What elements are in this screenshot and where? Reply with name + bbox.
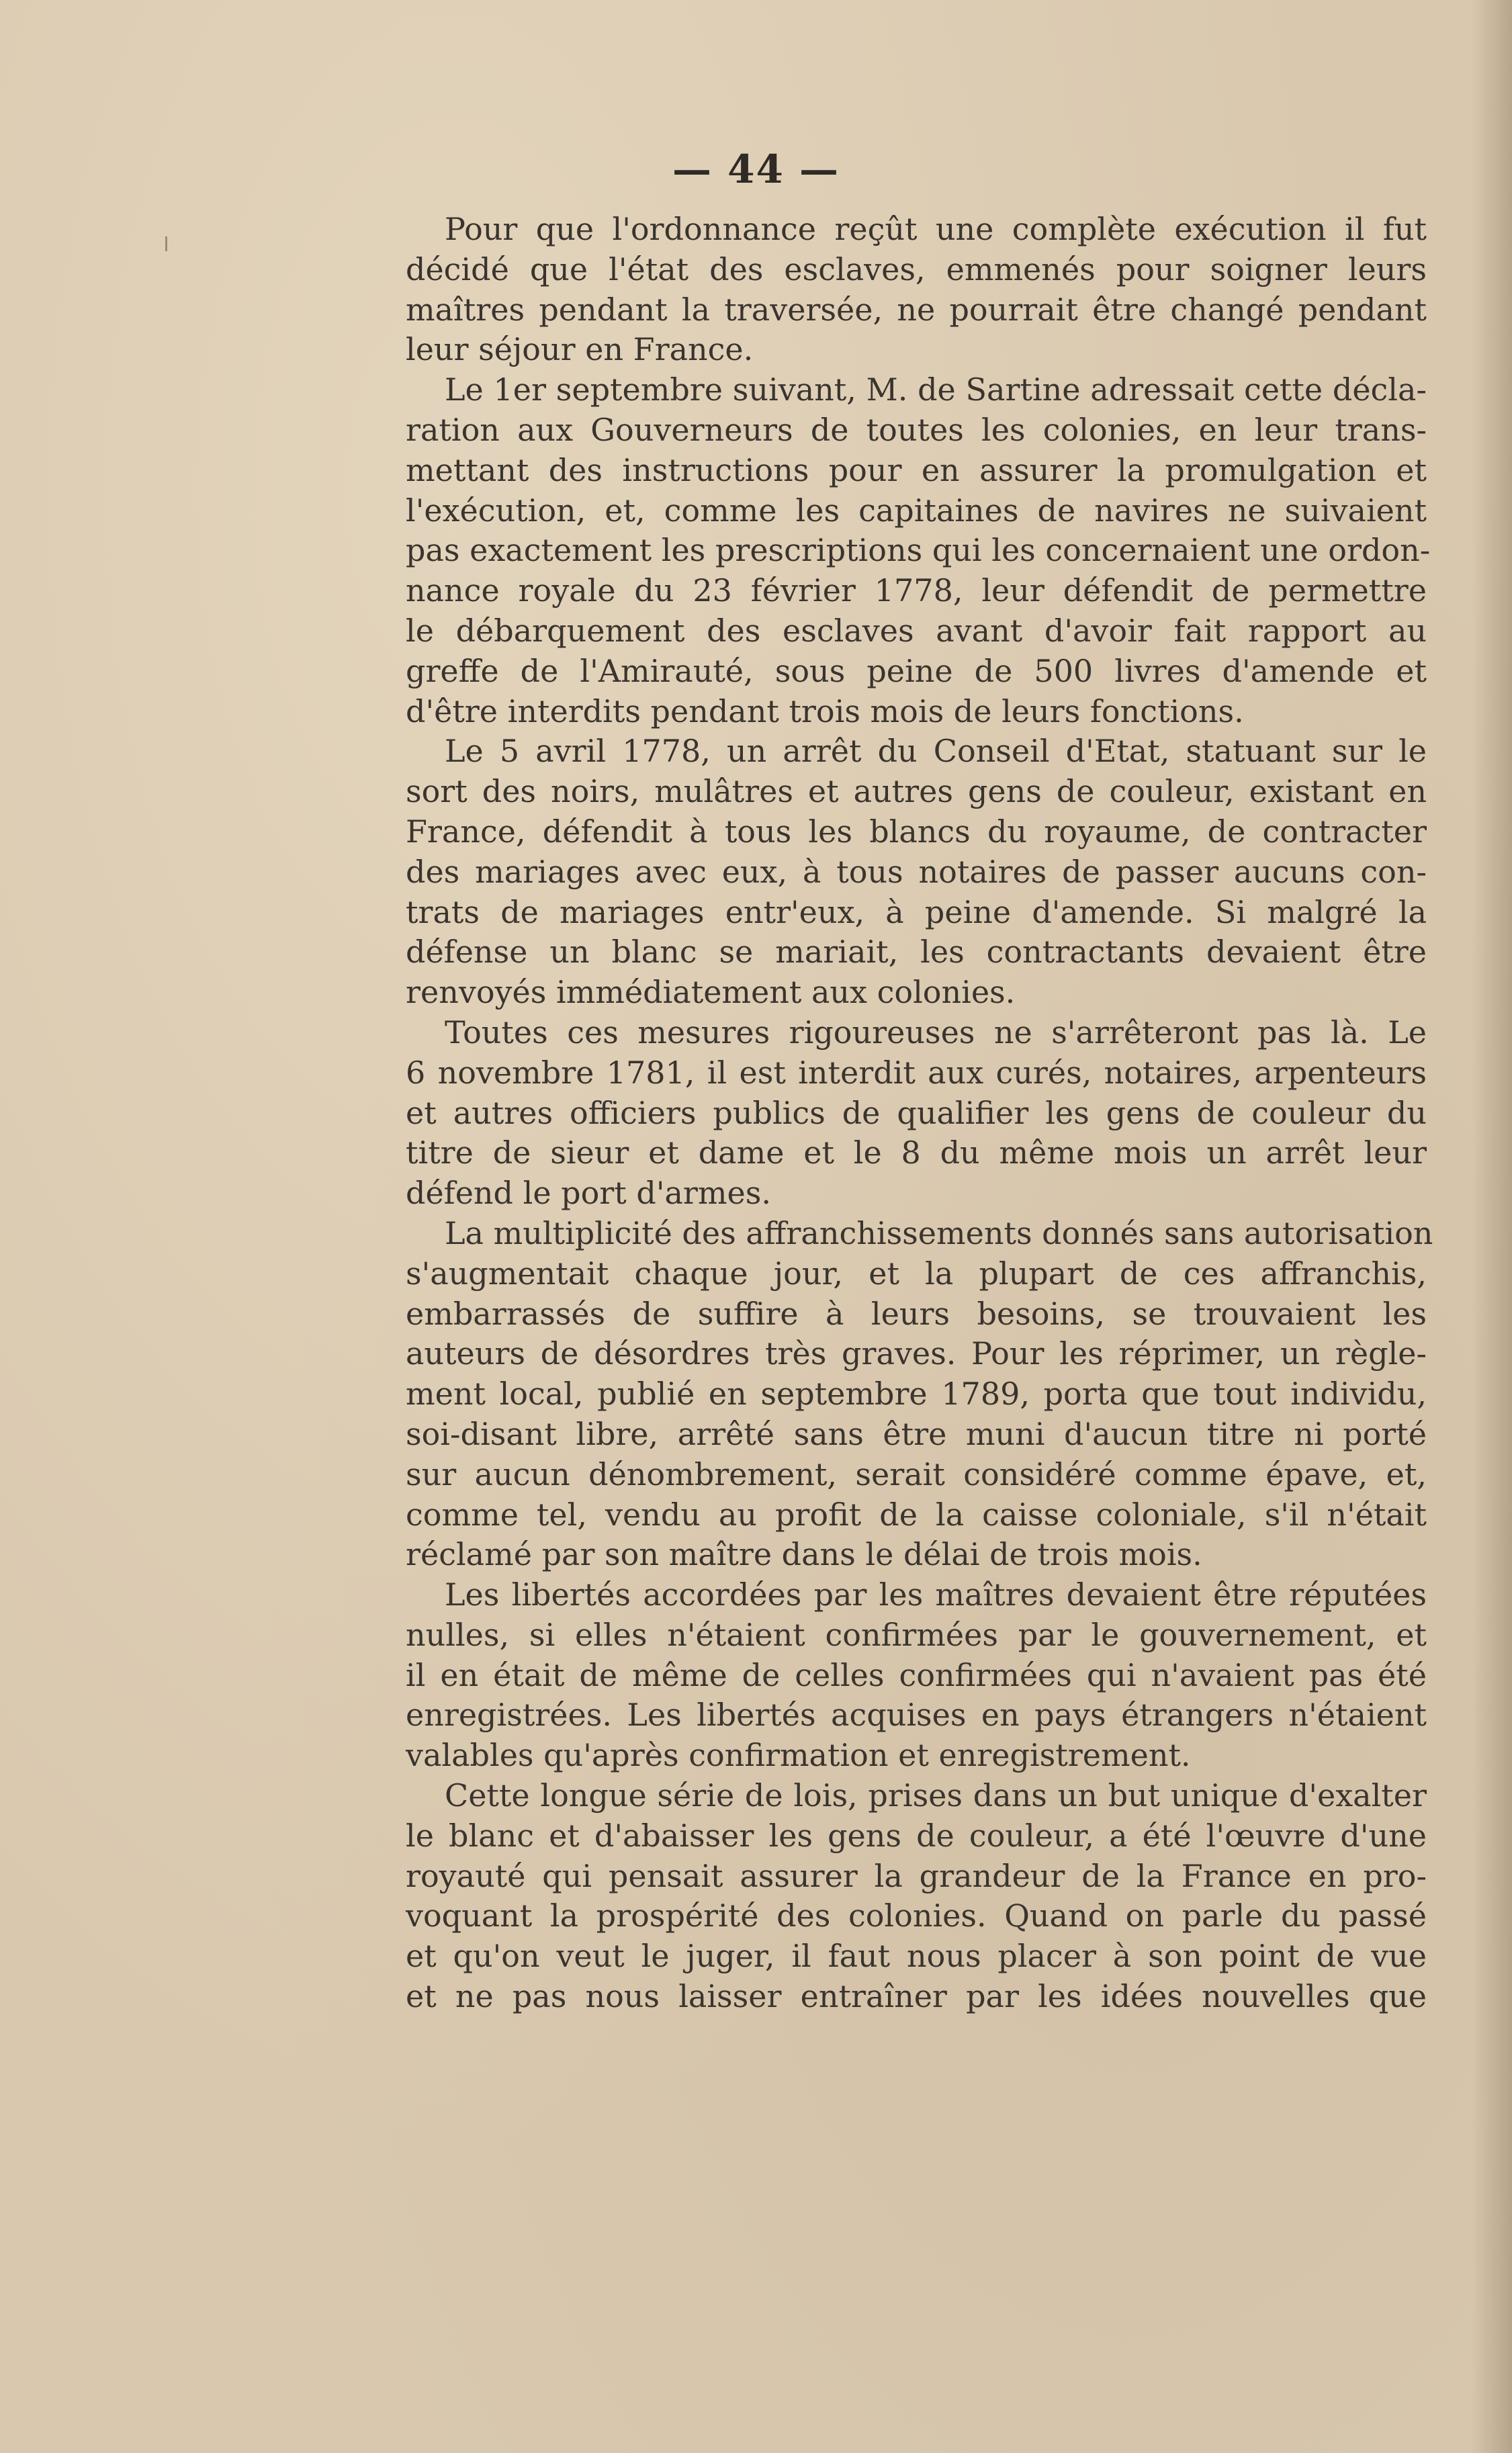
text-line: 6 novembre 1781, il est interdit aux curés, notaires, arpenteurs bbox=[406, 1054, 1427, 1091]
text-line: défense un blanc se mariait, les contractants devaient être bbox=[406, 934, 1427, 971]
text-line: greffe de l'Amirauté, sous peine de 500 livres d'amende et bbox=[406, 652, 1427, 689]
text-line: sort des noirs, mulâtres et autres gens de couleur, existant en bbox=[406, 773, 1427, 810]
text-line: trats de mariages entr'eux, à peine d'amende. Si malgré la bbox=[406, 893, 1427, 930]
text-line: et ne pas nous laisser entraîner par les idées nouvelles que bbox=[406, 1978, 1427, 2015]
paragraph-7 bbox=[406, 1776, 1427, 2017]
text-line: nance royale du 23 février 1778, leur défendit de permettre bbox=[406, 572, 1427, 609]
text-line: Le 1er septembre suivant, M. de Sartine adressait cette décla- bbox=[445, 371, 1427, 408]
text-line: embarrassés de suffire à leurs besoins, se trouvaient les bbox=[406, 1295, 1427, 1332]
text-line: et qu'on veut le juger, il faut nous placer à son point de vue bbox=[406, 1938, 1427, 1975]
text-line: voquant la prospérité des colonies. Quand on parle du passé bbox=[406, 1898, 1427, 1934]
text-line: et autres officiers publics de qualifier les gens de couleur du bbox=[406, 1094, 1427, 1131]
text-line: des mariages avec eux, à tous notaires de passer aucuns con- bbox=[406, 853, 1427, 890]
text-line: Toutes ces mesures rigoureuses ne s'arrêteront pas là. Le bbox=[445, 1014, 1427, 1051]
text-line: Le 5 avril 1778, un arrêt du Conseil d'Etat, statuant sur le bbox=[445, 733, 1427, 770]
text-line: leur séjour en France. bbox=[406, 331, 754, 368]
text-line: le débarquement des esclaves avant d'avoir fait rapport au bbox=[406, 612, 1427, 649]
text-line: valables qu'après confirmation et enregistrement. bbox=[406, 1737, 1191, 1774]
margin-mark bbox=[165, 236, 167, 251]
text-line: s'augmentait chaque jour, et la plupart de ces affranchis, bbox=[406, 1255, 1427, 1292]
text-line: réclamé par son maître dans le délai de trois mois. bbox=[406, 1536, 1202, 1573]
paragraph-5 bbox=[406, 1214, 1433, 1575]
text-line: pas exactement les prescriptions qui les concernaient une ordon- bbox=[406, 532, 1431, 569]
text-line: le blanc et d'abaisser les gens de couleur, a été l'œuvre d'une bbox=[406, 1817, 1427, 1854]
text-line: Les libertés accordées par les maîtres devaient être réputées bbox=[445, 1576, 1427, 1613]
text-line: France, défendit à tous les blancs du royaume, de contracter bbox=[406, 813, 1427, 850]
text-line: enregistrées. Les libertés acquises en pays étrangers n'étaient bbox=[406, 1697, 1427, 1734]
text-line: Cette longue série de lois, prises dans un but unique d'exalter bbox=[445, 1777, 1427, 1814]
text-line: comme tel, vendu au profit de la caisse coloniale, s'il n'était bbox=[406, 1496, 1427, 1533]
paragraph-6 bbox=[406, 1575, 1427, 1776]
paragraph-2 bbox=[406, 370, 1431, 731]
text-line: l'exécution, et, comme les capitaines de navires ne suivaient bbox=[406, 492, 1427, 529]
text-line: il en était de même de celles confirmées qui n'avaient pas été bbox=[406, 1656, 1427, 1693]
text-line: ment local, publié en septembre 1789, porta que tout individu, bbox=[406, 1376, 1427, 1413]
page-number: — 44 — bbox=[672, 146, 840, 192]
text-line: soi-disant libre, arrêté sans être muni d'aucun titre ni porté bbox=[406, 1415, 1427, 1452]
paragraph-1 bbox=[406, 210, 1427, 370]
text-line: d'être interdits pendant trois mois de leurs fonctions. bbox=[406, 693, 1244, 729]
text-line: mettant des instructions pour en assurer la promulgation et bbox=[406, 451, 1427, 488]
paragraph-4 bbox=[406, 1013, 1427, 1214]
page-edge-shadow bbox=[1472, 0, 1512, 2453]
text-line: titre de sieur et dame et le 8 du même mois un arrêt leur bbox=[406, 1134, 1427, 1171]
text-line: nulles, si elles n'étaient confirmées par le gouvernement, et bbox=[406, 1616, 1427, 1653]
text-line: La multiplicité des affranchissements donnés sans autorisation bbox=[445, 1214, 1433, 1251]
text-line: renvoyés immédiatement aux colonies. bbox=[406, 974, 1016, 1011]
text-line: défend le port d'armes. bbox=[406, 1175, 771, 1212]
text-line: décidé que l'état des esclaves, emmenés pour soigner leurs bbox=[406, 251, 1427, 287]
text-line: maîtres pendant la traversée, ne pourrait être changé pendant bbox=[406, 291, 1427, 328]
text-line: ration aux Gouverneurs de toutes les colonies, en leur trans- bbox=[406, 411, 1427, 448]
text-line: sur aucun dénombrement, serait considéré comme épave, et, bbox=[406, 1456, 1427, 1492]
text-line: Pour que l'ordonnance reçût une complète exécution il fut bbox=[445, 211, 1427, 247]
text-line: auteurs de désordres très graves. Pour les réprimer, un règle- bbox=[406, 1335, 1427, 1372]
text-line: royauté qui pensait assurer la grandeur de la France en pro- bbox=[406, 1857, 1427, 1894]
body-text bbox=[406, 210, 1433, 2017]
paragraph-3 bbox=[406, 731, 1427, 1013]
